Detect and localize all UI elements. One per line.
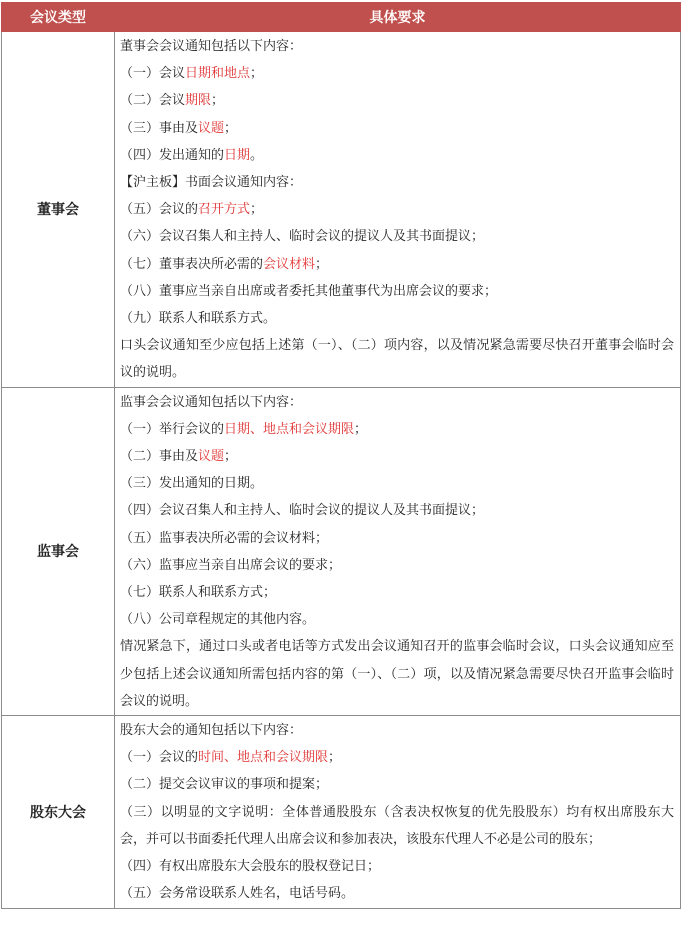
requirement-text: （二）会议	[120, 93, 186, 109]
requirement-line	[120, 416, 674, 443]
table-body	[2, 32, 681, 909]
requirement-text: ；	[211, 93, 225, 109]
requirement-line	[120, 33, 674, 60]
requirement-text: （七）联系人和联系方式；	[120, 585, 277, 601]
meeting-requirements-table	[1, 2, 681, 909]
requirement-text: 。	[250, 147, 264, 163]
requirement-line	[120, 305, 674, 332]
requirement-text: （八）董事应当亲自出席或者委托其他董事代为出席会议的要求；	[120, 283, 498, 299]
requirement-line	[120, 799, 674, 853]
requirement-text: （四）会议召集人和主持人、临时会议的提议人及其书面提议；	[120, 503, 485, 519]
requirement-text: 监事会会议通知包括以下内容：	[120, 394, 303, 410]
requirement-text: 股东大会的通知包括以下内容：	[120, 723, 303, 739]
requirement-text: 董事会会议通知包括以下内容：	[120, 39, 303, 54]
requirement-line	[120, 389, 674, 416]
requirement-text: 情况紧急下，通过口头或者电话等方式发出会议通知召开的监事会临时会议，口头会议通知应至少包括上述会议通知所需包括内容的第（一）、（二）项，以及情况紧急需要尽快召开监事会临时会议的说明。	[120, 639, 674, 709]
meeting-type-cell: 监事会	[2, 387, 115, 715]
requirement-line	[120, 552, 674, 579]
requirement-text: （二）事由及	[120, 449, 199, 465]
highlighted-text: 议题	[198, 120, 225, 136]
requirement-line	[120, 169, 674, 196]
requirement-text: （八）公司章程规定的其他内容。	[120, 612, 316, 628]
requirement-line	[120, 251, 674, 278]
highlighted-text: 日期和地点	[185, 66, 251, 82]
requirement-text: （四）发出通知的	[120, 147, 225, 163]
requirement-text: ；	[250, 66, 264, 82]
requirement-text: （一）举行会议的	[120, 421, 225, 437]
meeting-type-cell: 董事会	[2, 32, 115, 388]
requirement-text: （七）董事表决所必需的	[120, 256, 264, 272]
requirement-text: ；	[224, 120, 238, 136]
requirement-text: 口头会议通知至少应包括上述第（一）、（二）项内容，以及情况紧急需要尽快召开董事会临时会议的说明。	[120, 338, 674, 381]
requirement-line	[120, 717, 674, 744]
requirement-line	[120, 633, 674, 715]
requirements-cell	[115, 716, 681, 908]
requirement-text: ；	[354, 421, 368, 437]
requirement-line	[120, 332, 674, 386]
highlighted-text: 召开方式	[198, 202, 251, 218]
requirement-text: （五）会务常设联系人姓名，电话号码。	[120, 886, 355, 902]
requirement-text: （四）有权出席股东大会股东的股权登记日；	[120, 859, 381, 875]
highlighted-text: 日期	[224, 147, 251, 163]
requirement-text: （三）事由及	[120, 120, 199, 136]
header-row	[2, 3, 681, 32]
highlighted-text: 议题	[198, 449, 225, 465]
requirement-text: ；	[328, 750, 342, 766]
requirement-line	[120, 853, 674, 880]
requirement-line	[120, 470, 674, 497]
table-row	[2, 716, 681, 908]
meeting-type-cell: 股东大会	[2, 716, 115, 908]
requirement-text: ；	[224, 449, 238, 465]
requirement-text: 【沪主板】书面会议通知内容：	[120, 175, 303, 191]
requirement-line	[120, 142, 674, 169]
highlighted-text: 会议材料	[263, 256, 316, 272]
table-row	[2, 32, 681, 388]
requirement-line	[120, 115, 674, 142]
requirement-line	[120, 497, 674, 524]
requirement-line	[120, 278, 674, 305]
requirement-line	[120, 196, 674, 223]
requirements-cell	[115, 32, 681, 388]
highlighted-text: 期限	[185, 93, 212, 109]
requirement-line	[120, 771, 674, 798]
requirement-text: （五）监事表决所必需的会议材料；	[120, 530, 329, 546]
highlighted-text: 日期、地点和会议期限	[224, 421, 355, 437]
requirement-text: （六）会议召集人和主持人、临时会议的提议人及其书面提议；	[120, 229, 485, 245]
requirement-text: （六）监事应当亲自出席会议的要求；	[120, 557, 342, 573]
requirement-line	[120, 744, 674, 771]
requirement-text: （三）发出通知的日期。	[120, 476, 264, 492]
requirement-line	[120, 443, 674, 470]
requirement-text: （二）提交会议审议的事项和提案；	[120, 777, 329, 793]
requirement-text: ；	[250, 202, 264, 218]
requirement-line	[120, 525, 674, 552]
requirement-line	[120, 579, 674, 606]
requirement-line	[120, 87, 674, 114]
header-meeting-type: 会议类型	[2, 3, 115, 32]
requirement-line	[120, 60, 674, 87]
requirement-line	[120, 223, 674, 250]
requirement-line	[120, 606, 674, 633]
requirement-text: （三）以明显的文字说明：全体普通股股东（含表决权恢复的优先股股东）均有权出席股东大会，并可以书面委托代理人出席会议和参加表决，该股东代理人不必是公司的股东；	[120, 804, 674, 847]
requirement-text: （一）会议的	[120, 750, 199, 766]
requirement-line	[120, 880, 674, 907]
table-row	[2, 387, 681, 715]
requirement-text: （一）会议	[120, 66, 186, 82]
requirements-cell	[115, 387, 681, 715]
header-requirements: 具体要求	[115, 3, 681, 32]
requirement-text: ；	[315, 256, 329, 272]
highlighted-text: 时间、地点和会议期限	[198, 750, 329, 766]
requirement-text: （五）会议的	[120, 202, 199, 218]
requirement-text: （九）联系人和联系方式。	[120, 311, 277, 327]
